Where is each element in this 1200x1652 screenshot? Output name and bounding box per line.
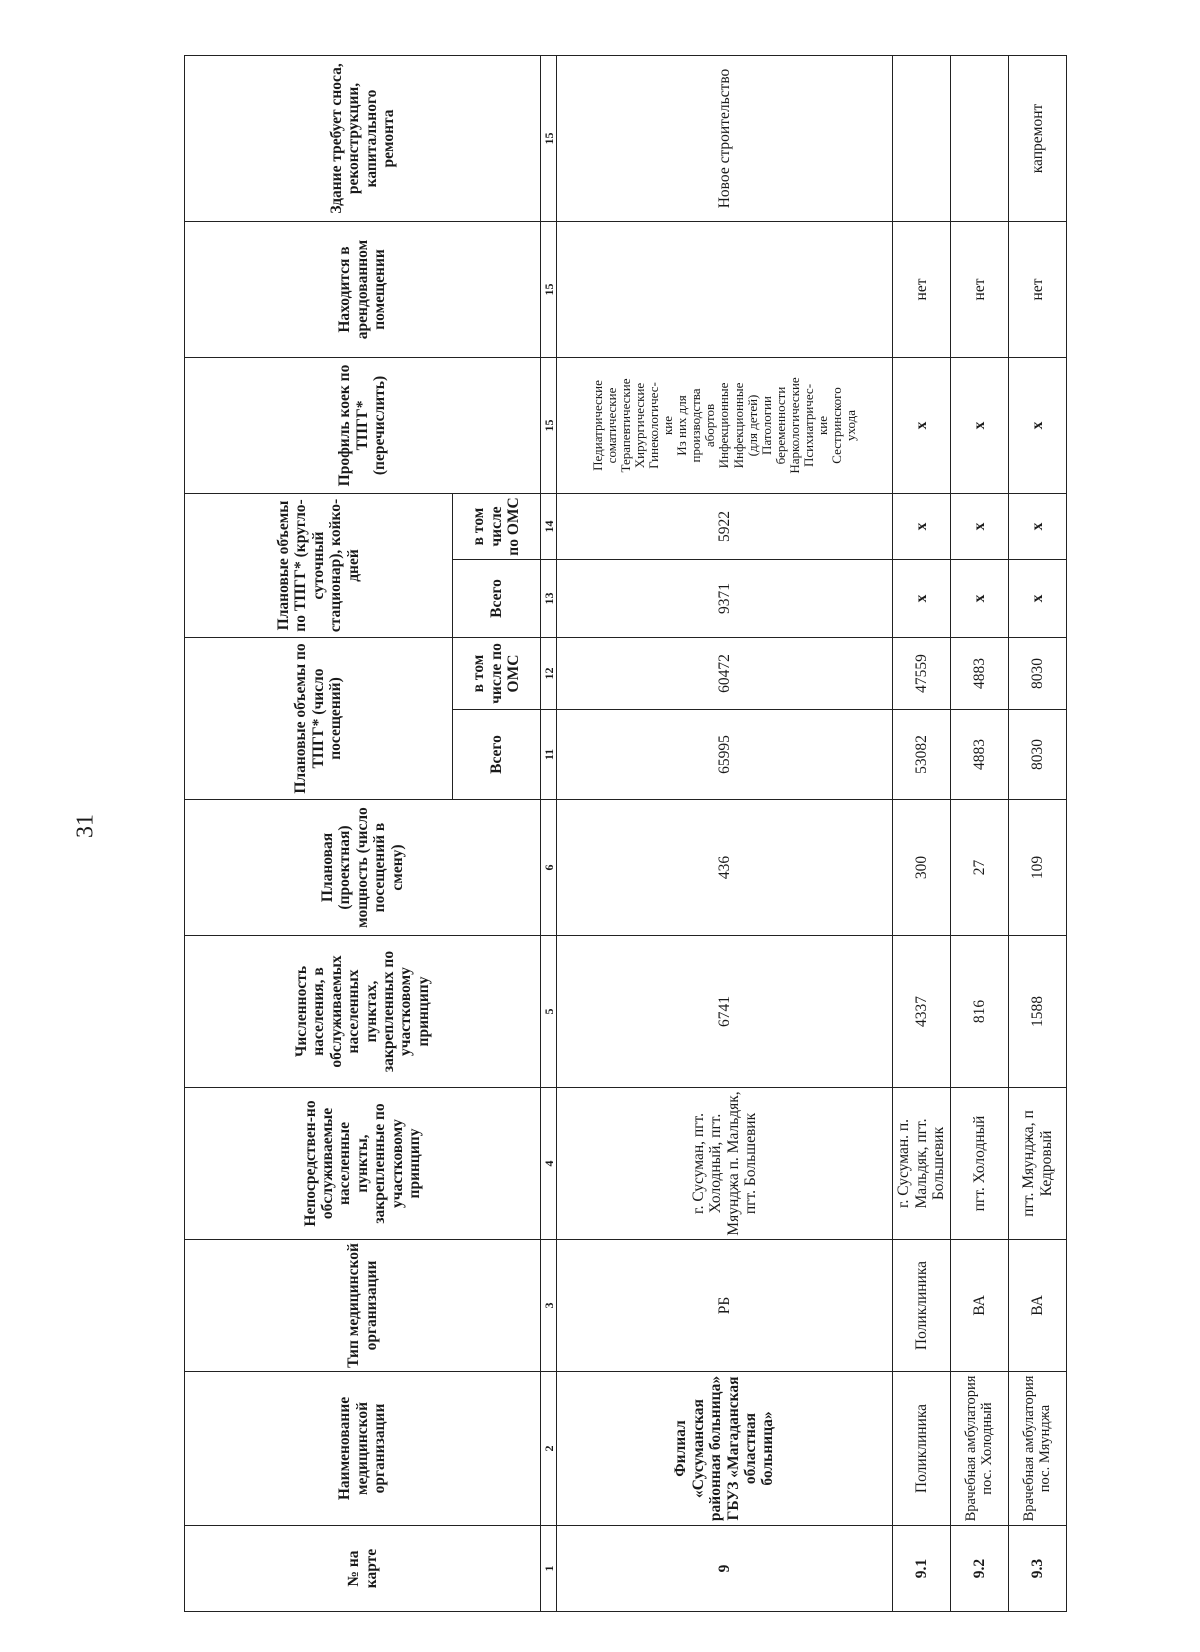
- column-number: 4: [541, 1088, 557, 1240]
- header-needs-rebuild: Здание требует сноса, реконструкции, капитального ремонта: [185, 55, 541, 221]
- cell-visits-oms: 4883: [951, 637, 1009, 709]
- cell-map-no: 9.3: [1009, 1526, 1067, 1612]
- cell-org-type: ВА: [951, 1240, 1009, 1372]
- bed-profile-item: абортов: [702, 403, 718, 448]
- bed-profile-item: ухода: [842, 409, 858, 441]
- cell-org-type: Поликлиника: [893, 1240, 951, 1372]
- cell-map-no: 9: [557, 1526, 893, 1612]
- cell-bed-profile: х: [951, 357, 1009, 493]
- column-number: 12: [541, 637, 557, 709]
- header-org-type: Тип медицинской организации: [185, 1240, 541, 1372]
- cell-map-no: 9.2: [951, 1526, 1009, 1612]
- column-number: 15: [541, 55, 557, 221]
- column-number: 3: [541, 1240, 557, 1372]
- page-number: 31: [72, 814, 99, 838]
- bed-profile-item: Наркологические: [786, 377, 802, 474]
- cell-settlements: г. Сусуман, пгт. Холодный, пгт. Мяунджа п. Мальдяк, пгт. Большевик: [557, 1088, 893, 1240]
- cell-org-name: Филиал «Сусуманская районная больница» ГБУЗ «Магаданская областная больница»: [557, 1372, 893, 1526]
- cell-bed-profile: х: [1009, 357, 1067, 493]
- cell-needs-rebuild: капремонт: [1009, 55, 1067, 221]
- cell-bed-profile: х: [893, 357, 951, 493]
- bed-profile-item: Педиатрические: [590, 380, 606, 471]
- header-row: [185, 55, 453, 1611]
- bed-profile-item: беременности: [772, 386, 788, 465]
- cell-visits-total: 8030: [1009, 710, 1067, 800]
- medical-organizations-table: [184, 55, 1067, 1612]
- header-org-name: Наименование медицинской организации: [185, 1372, 541, 1526]
- bed-profile-item: Гинекологичес-: [646, 382, 662, 469]
- bed-profile-item: кие: [814, 415, 830, 436]
- bed-profile-item: Патологии: [758, 396, 774, 455]
- cell-population: 4337: [893, 936, 951, 1088]
- cell-org-type: ВА: [1009, 1240, 1067, 1372]
- bed-profile-item: Терапевтические: [618, 378, 634, 473]
- column-number: 6: [541, 800, 557, 936]
- header-visits-oms: в том числе по ОМС: [453, 637, 541, 709]
- header-bed-profile: Профиль коек по ТПГГ* (перечислить): [185, 357, 541, 493]
- cell-visits-oms: 8030: [1009, 637, 1067, 709]
- cell-beds-oms: 5922: [557, 493, 893, 559]
- cell-beds-total: х: [1009, 559, 1067, 637]
- cell-visits-total: 4883: [951, 710, 1009, 800]
- table-row: [951, 55, 1009, 1611]
- column-number: 1: [541, 1526, 557, 1612]
- cell-rented: нет: [1009, 221, 1067, 357]
- column-number: 11: [541, 710, 557, 800]
- cell-visits-oms: 60472: [557, 637, 893, 709]
- cell-beds-total: 9371: [557, 559, 893, 637]
- column-numbers-row: [541, 55, 557, 1611]
- header-visits-group: Плановые объемы по ТПГГ* (число посещений): [185, 637, 453, 799]
- column-number: 13: [541, 559, 557, 637]
- rotated-table-wrapper: [184, 56, 1064, 1612]
- cell-capacity: 27: [951, 800, 1009, 936]
- cell-org-name: Поликлиника: [893, 1372, 951, 1526]
- cell-beds-oms: х: [951, 493, 1009, 559]
- bed-profile-item: Психиатричес-: [800, 383, 816, 468]
- cell-settlements: пгт. Холодный: [951, 1088, 1009, 1240]
- bed-profile-list: [591, 361, 858, 490]
- cell-rented: [557, 221, 893, 357]
- cell-beds-oms: х: [1009, 493, 1067, 559]
- header-population: Численность населения, в обслуживаемых населенных пунктах, закрепленных по участковому принципу: [185, 936, 541, 1088]
- cell-population: 1588: [1009, 936, 1067, 1088]
- cell-org-type: РБ: [557, 1240, 893, 1372]
- cell-population: 816: [951, 936, 1009, 1088]
- bed-profile-item: Из них для: [674, 395, 690, 456]
- cell-visits-total: 53082: [893, 710, 951, 800]
- header-visits-total: Всего: [453, 710, 541, 800]
- bed-profile-item: Хирургические: [632, 382, 648, 469]
- cell-org-name: Врачебная амбулатория пос. Холодный: [951, 1372, 1009, 1526]
- cell-visits-total: 65995: [557, 710, 893, 800]
- table-row: [893, 55, 951, 1611]
- cell-beds-oms: х: [893, 493, 951, 559]
- cell-needs-rebuild: [951, 55, 1009, 221]
- cell-needs-rebuild: [893, 55, 951, 221]
- header-capacity: Плановая (проектная) мощность (число посещений в смену): [185, 800, 541, 936]
- table-row: [557, 55, 893, 1611]
- cell-capacity: 109: [1009, 800, 1067, 936]
- bed-profile-item: Инфекционные: [716, 382, 732, 469]
- cell-capacity: 436: [557, 800, 893, 936]
- cell-bed-profile: [557, 357, 893, 493]
- cell-settlements: пгт. Мяунджа, п Кедровый: [1009, 1088, 1067, 1240]
- header-beds-group: Плановые объемы по ТПГГ* (кругло-суточный стационар), койко-дней: [185, 493, 453, 637]
- column-number: 14: [541, 493, 557, 559]
- cell-map-no: 9.1: [893, 1526, 951, 1612]
- header-beds-oms: в том числе по ОМС: [453, 493, 541, 559]
- cell-rented: нет: [951, 221, 1009, 357]
- column-number: 5: [541, 936, 557, 1088]
- header-map-no: № на карте: [185, 1526, 541, 1612]
- column-number: 15: [541, 221, 557, 357]
- bed-profile-item: Сестринского: [828, 387, 844, 464]
- bed-profile-item: соматические: [604, 387, 620, 464]
- bed-profile-item: (для детей): [744, 394, 760, 457]
- bed-profile-item: Инфекционные: [730, 382, 746, 469]
- cell-capacity: 300: [893, 800, 951, 936]
- cell-settlements: г. Сусуман. п. Мальдяк, пгт. Большевик: [893, 1088, 951, 1240]
- cell-org-name: Врачебная амбулатория пос. Мяунджа: [1009, 1372, 1067, 1526]
- cell-needs-rebuild: Новое строительство: [557, 55, 893, 221]
- cell-population: 6741: [557, 936, 893, 1088]
- cell-beds-total: х: [893, 559, 951, 637]
- column-number: 15: [541, 357, 557, 493]
- cell-beds-total: х: [951, 559, 1009, 637]
- bed-profile-item: кие: [660, 415, 676, 436]
- header-beds-total: Всего: [453, 559, 541, 637]
- table-row: [1009, 55, 1067, 1611]
- column-number: 2: [541, 1372, 557, 1526]
- bed-profile-item: производства: [688, 388, 704, 463]
- cell-rented: нет: [893, 221, 951, 357]
- cell-visits-oms: 47559: [893, 637, 951, 709]
- header-rented: Находится в арендованном помещении: [185, 221, 541, 357]
- header-settlements: Непосредствен-но обслуживаемые населенные пункты, закрепленные по участковому принципу: [185, 1088, 541, 1240]
